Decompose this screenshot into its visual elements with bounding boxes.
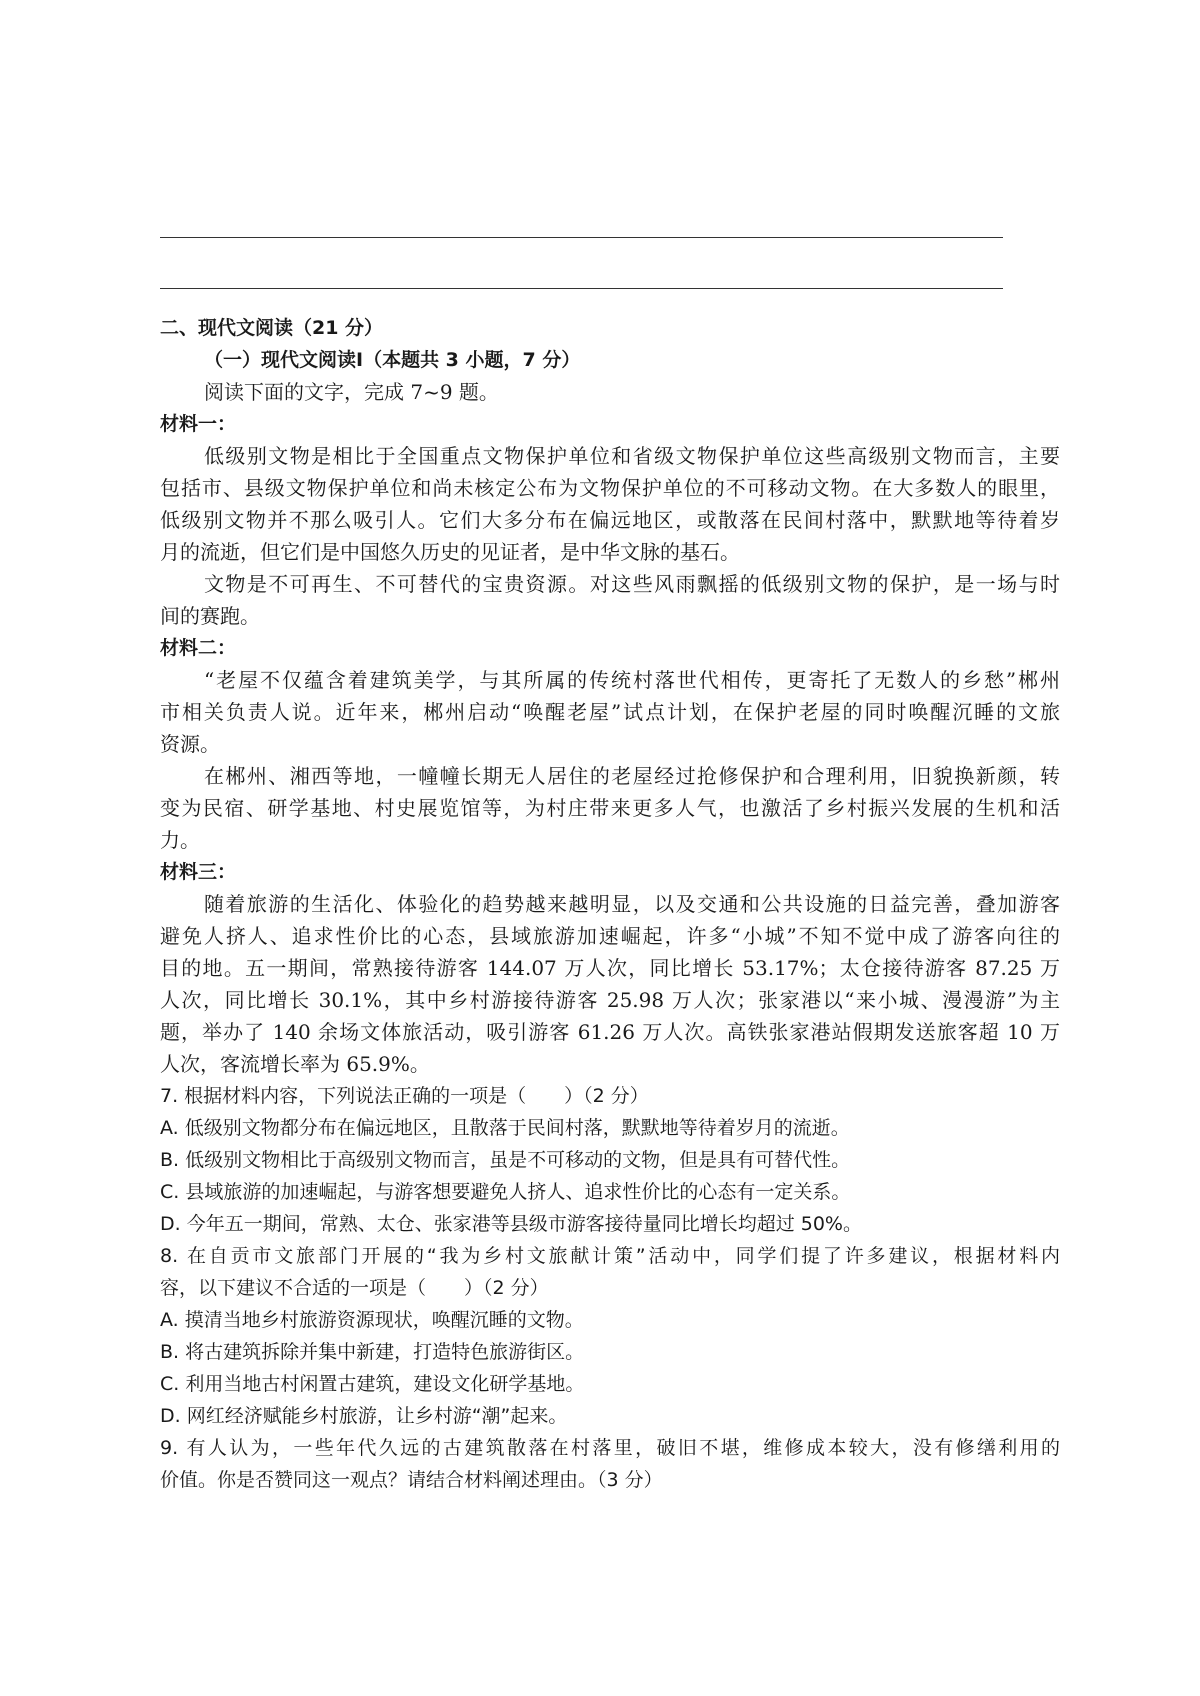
material-1-label: 材料一： xyxy=(160,413,237,435)
question-7-option-b: B. 低级别文物相比于高级别文物而言，虽是不可移动的文物，但是具有可替代性。 xyxy=(160,1149,851,1171)
question-9-stem: 9. 有人认为，一些年代久远的古建筑散落在村落里，破旧不堪，维修成本较大，没有修缮利用的 xyxy=(160,1437,1060,1459)
material-2-line: 力。 xyxy=(160,828,200,852)
question-8-stem: 容，以下建议不合适的一项是（ ）（2 分） xyxy=(160,1277,549,1299)
answer-line-2 xyxy=(160,288,1003,289)
material-1-line: 月的流逝，但它们是中国悠久历史的见证者，是中华文脉的基石。 xyxy=(160,540,740,564)
question-7-option-a: A. 低级别文物都分布在偏远地区，且散落于民间村落，默默地等待着岁月的流逝。 xyxy=(160,1117,850,1139)
material-2-line: 变为民宿、研学基地、村史展览馆等，为村庄带来更多人气，也激活了乡村振兴发展的生机和活 xyxy=(160,796,1060,820)
instruction: 阅读下面的文字，完成 7~9 题。 xyxy=(204,380,499,404)
answer-line-1 xyxy=(160,237,1003,238)
question-8-stem: 8. 在自贡市文旅部门开展的“我为乡村文旅献计策”活动中，同学们提了许多建议，根据材料内 xyxy=(160,1245,1060,1267)
section-title: 二、现代文阅读（21 分） xyxy=(160,317,384,339)
reading-section xyxy=(160,312,1060,1496)
material-3-line: 题，举办了 140 余场文体旅活动，吸引游客 61.26 万人次。高铁张家港站假期发送旅客超 10 万 xyxy=(160,1020,1060,1044)
question-8-option-b: B. 将古建筑拆除并集中新建，打造特色旅游街区。 xyxy=(160,1341,585,1363)
material-3-line: 目的地。五一期间，常熟接待游客 144.07 万人次，同比增长 53.17%；太仓接待游客 87.25 万 xyxy=(160,956,1060,980)
subsection-title: （一）现代文阅读Ⅰ（本题共 3 小题，7 分） xyxy=(204,349,581,371)
question-9-stem: 价值。你是否赞同这一观点？请结合材料阐述理由。（3 分） xyxy=(160,1469,663,1491)
question-8-option-a: A. 摸清当地乡村旅游资源现状，唤醒沉睡的文物。 xyxy=(160,1309,584,1331)
question-7-stem: 7. 根据材料内容，下列说法正确的一项是（ ）（2 分） xyxy=(160,1085,649,1107)
material-1-line: 文物是不可再生、不可替代的宝贵资源。对这些风雨飘摇的低级别文物的保护，是一场与时 xyxy=(204,572,1060,596)
question-7-option-c: C. 县域旅游的加速崛起，与游客想要避免人挤人、追求性价比的心态有一定关系。 xyxy=(160,1181,851,1203)
material-3-line: 随着旅游的生活化、体验化的趋势越来越明显，以及交通和公共设施的日益完善，叠加游客 xyxy=(204,892,1060,916)
material-2-line: 市相关负责人说。近年来，郴州启动“唤醒老屋”试点计划，在保护老屋的同时唤醒沉睡的文旅 xyxy=(160,700,1060,724)
material-1-line: 低级别文物并不那么吸引人。它们大多分布在偏远地区，或散落在民间村落中，默默地等待着岁 xyxy=(160,508,1060,532)
material-3-line: 人次，同比增长 30.1%，其中乡村游接待游客 25.98 万人次；张家港以“来小城、漫漫游”为主 xyxy=(160,988,1060,1012)
question-8-option-d: D. 网红经济赋能乡村旅游，让乡村游“潮”起来。 xyxy=(160,1405,568,1427)
material-2-line: 资源。 xyxy=(160,732,220,756)
material-2-line: 在郴州、湘西等地，一幢幢长期无人居住的老屋经过抢修保护和合理利用，旧貌换新颜，转 xyxy=(204,764,1060,788)
question-7-option-d: D. 今年五一期间，常熟、太仓、张家港等县级市游客接待量同比增长均超过 50%。 xyxy=(160,1213,862,1235)
material-3-label: 材料三： xyxy=(160,861,237,883)
material-1-line: 包括市、县级文物保护单位和尚未核定公布为文物保护单位的不可移动文物。在大多数人的眼里， xyxy=(160,476,1060,500)
question-8-option-c: C. 利用当地古村闲置古建筑，建设文化研学基地。 xyxy=(160,1373,585,1395)
material-2-line: “老屋不仅蕴含着建筑美学，与其所属的传统村落世代相传，更寄托了无数人的乡愁”郴州 xyxy=(204,668,1060,692)
material-1-line: 间的赛跑。 xyxy=(160,604,260,628)
material-3-line: 人次，客流增长率为 65.9%。 xyxy=(160,1052,430,1076)
material-2-label: 材料二： xyxy=(160,637,237,659)
material-1-line: 低级别文物是相比于全国重点文物保护单位和省级文物保护单位这些高级别文物而言，主要 xyxy=(204,444,1060,468)
material-3-line: 避免人挤人、追求性价比的心态，县域旅游加速崛起，许多“小城”不知不觉中成了游客向往的 xyxy=(160,924,1060,948)
